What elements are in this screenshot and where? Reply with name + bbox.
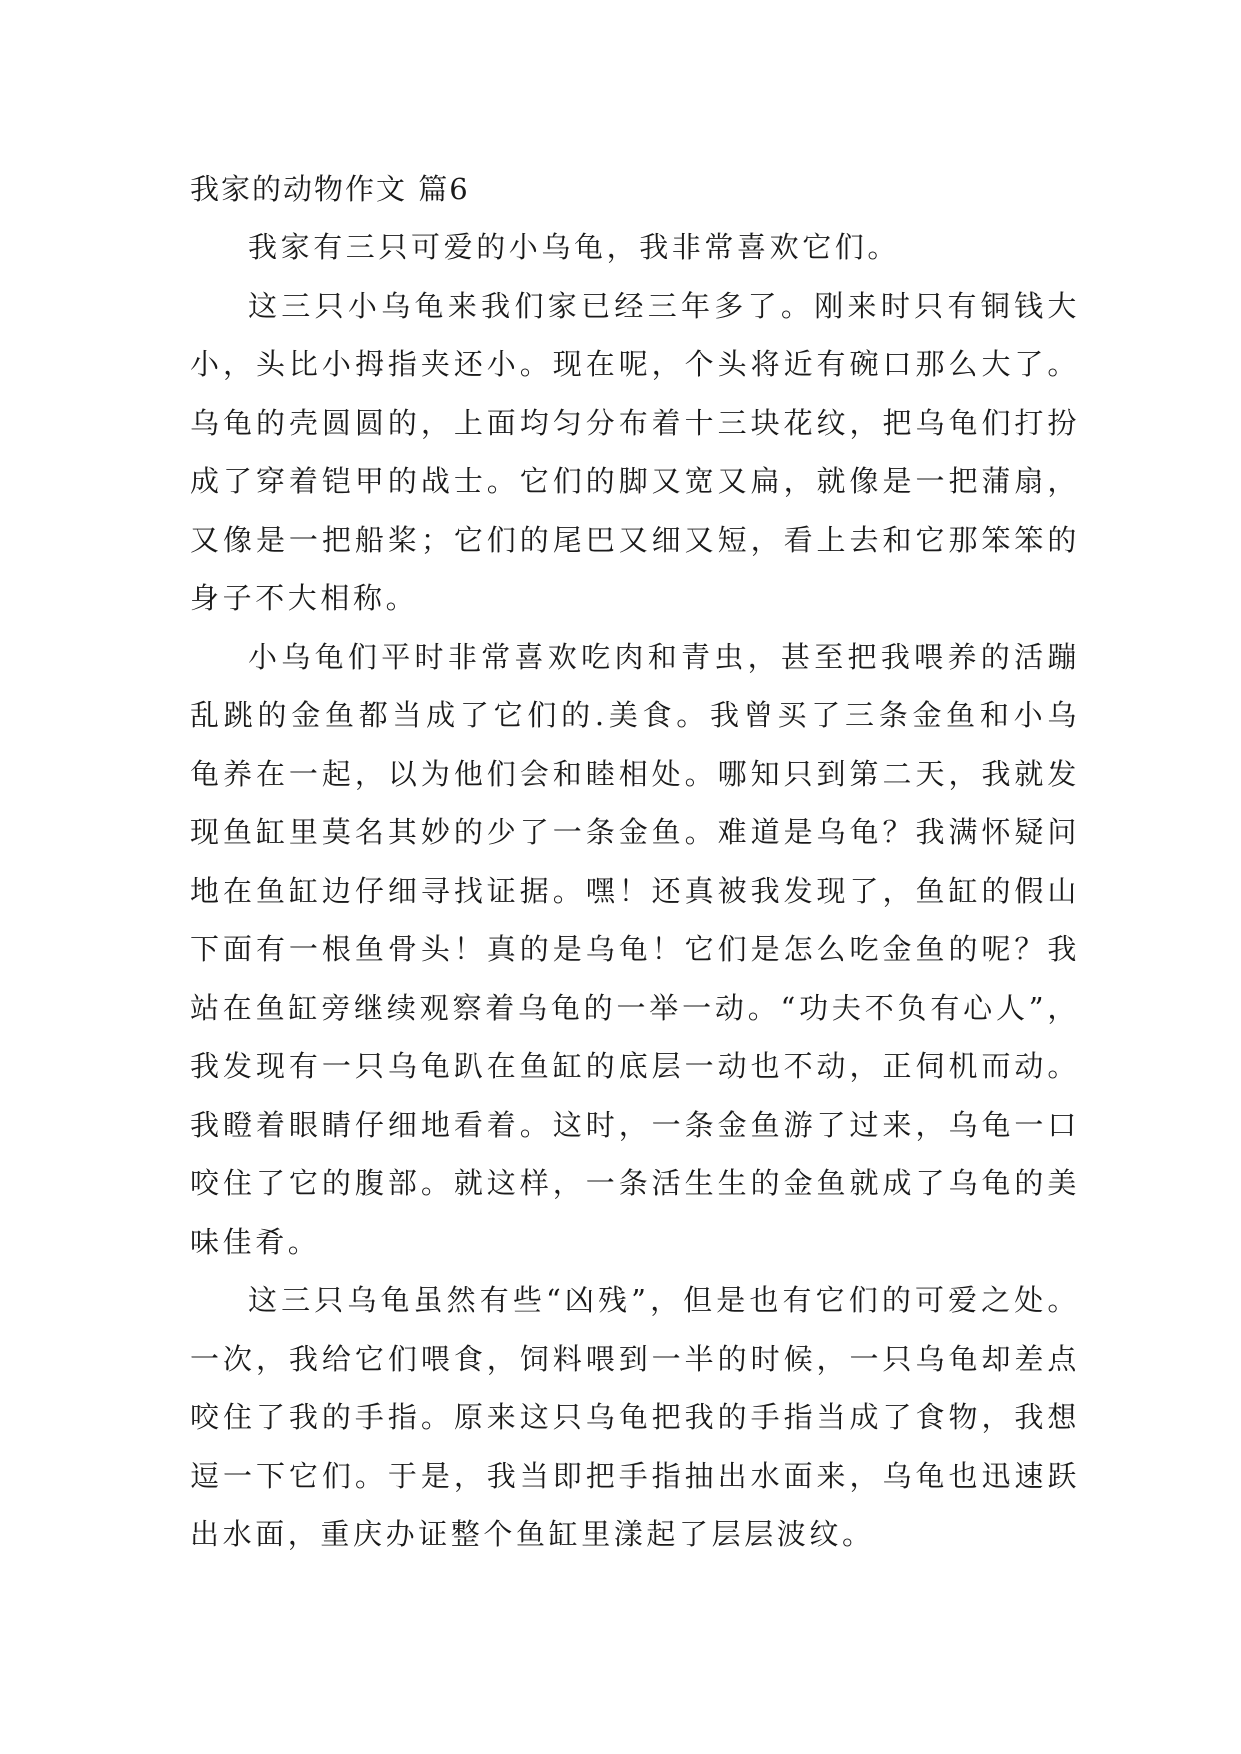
paragraph-3: 小乌龟们平时非常喜欢吃肉和青虫，甚至把我喂养的活蹦乱跳的金鱼都当成了它们的.美食。我曾买了三条金鱼和小乌龟养在一起，以为他们会和睦相处。哪知只到第二天，我就发现鱼缸里莫名其妙的少了一条金鱼。难道是乌龟？我满怀疑问地在鱼缸边仔细寻找证据。嘿！还真被我发现了，鱼缸的假山下面有一根鱼骨头！真的是乌龟！它们是怎么吃金鱼的呢？我站在鱼缸旁继续观察着乌龟的一举一动。“功夫不负有心人”，我发现有一只乌龟趴在鱼缸的底层一动也不动，正伺机而动。我瞪着眼睛仔细地看着。这时，一条金鱼游了过来，乌龟一口咬住了它的腹部。就这样，一条活生生的金鱼就成了乌龟的美味佳肴。 xyxy=(190,639,1080,1259)
paragraph-4: 这三只乌龟虽然有些“凶残”，但是也有它们的可爱之处。一次，我给它们喂食，饲料喂到一半的时候，一只乌龟却差点咬住了我的手指。原来这只乌龟把我的手指当成了食物，我想逗一下它们。于是，我当即把手指抽出水面来，乌龟也迅速跃出水面，重庆办证整个鱼缸里漾起了层层波纹。 xyxy=(190,1283,1080,1551)
document-page xyxy=(190,160,1080,1564)
essay-title: 我家的动物作文 篇6 xyxy=(190,172,470,206)
paragraph-1: 我家有三只可爱的小乌龟，我非常喜欢它们。 xyxy=(248,230,901,264)
paragraph-2: 这三只小乌龟来我们家已经三年多了。刚来时只有铜钱大小，头比小拇指夹还小。现在呢，个头将近有碗口那么大了。乌龟的壳圆圆的，上面均匀分布着十三块花纹，把乌龟们打扮成了穿着铠甲的战士。它们的脚又宽又扁，就像是一把蒲扇，又像是一把船桨；它们的尾巴又细又短，看上去和它那笨笨的身子不大相称。 xyxy=(190,288,1080,615)
